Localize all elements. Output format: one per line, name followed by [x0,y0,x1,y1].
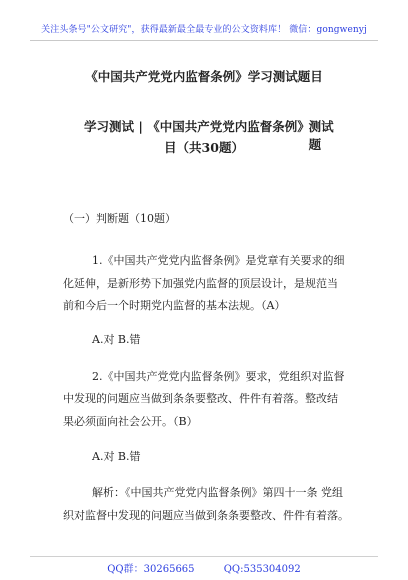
question-2-line-3: 果必须面向社会公开。（B） [63,415,198,428]
subtitle-right: 测试题 [308,119,334,152]
question-1-line-3: 前和今后一个时期党内监督的基本法规。（A） [63,299,286,312]
header-divider [30,40,378,41]
section-heading: （一）判断题（10题） [63,212,176,225]
subtitle-left: 学习测试 | 《中国共产党党内监督条例》 [84,119,310,134]
header-banner: 关注头条号"公文研究"，获得最新最全最专业的公文资料库！ 微信：gongwenyj [41,25,367,35]
subtitle-line-2: 目（共30题） [164,140,244,155]
footer-contacts [0,560,408,575]
question-2-line-2: 中发现的问题应当做到条条要整改、件件有着落。整改结 [63,392,338,405]
question-1-line-1: 1.《中国共产党党内监督条例》是党章有关要求的细 [92,254,345,267]
document-title: 《中国共产党党内监督条例》学习测试题目 [85,69,323,84]
question-1-line-2: 化延伸，是新形势下加强党内监督的顶层设计，是规范当 [63,277,338,290]
analysis-line-1: 解析：《中国共产党党内监督条例》第四十一条 党组 [92,486,343,499]
footer-qq: QQ:535304092 [223,564,301,575]
question-1-options: A.对 B.错 [92,333,141,346]
footer-qq-group: QQ群：30265665 [107,564,195,575]
analysis-line-2: 织对监督中发现的问题应当做到条条要整改、件件有着落。 [63,509,349,522]
question-2-options: A.对 B.错 [92,450,141,463]
question-2-line-1: 2.《中国共产党党内监督条例》要求，党组织对监督 [92,370,345,383]
footer-divider [30,556,378,557]
